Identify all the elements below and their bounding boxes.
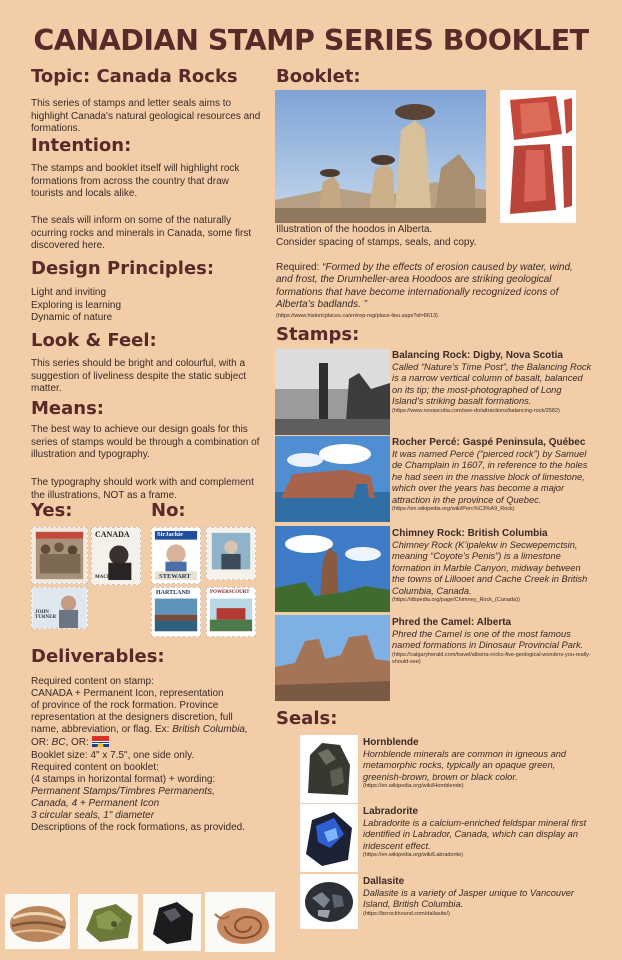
deliverables-line: Canada, 4 + Permanent Icon — [31, 797, 160, 809]
booklet-source: (https://www.historicplaces.ca/en/rep-reg/place-lieu.aspx?id=8613) — [276, 313, 438, 319]
seal-3-text — [363, 876, 591, 918]
stamp-description: Phred the Camel is one of the most famous named formations in Dinosaur Provincial Park. — [392, 629, 584, 651]
yes-heading: Yes: — [31, 500, 73, 521]
principle-item: Exploring is learning — [31, 299, 122, 311]
no-stamp-powerscourt-text: POWERSCOURT — [210, 590, 250, 595]
stamp-1-text — [392, 350, 592, 415]
stamp-title: Rocher Percé: Gaspé Peninsula, Québec — [392, 437, 586, 448]
stamp-description: Called “Nature’s Time Post”, the Balancing Rock is a narrow vertical column of basalt, balanced on its tip; the most-photographed of Long Island’s striking basalt formations. — [392, 362, 592, 407]
seal-1-text — [363, 737, 591, 790]
deliverables-line: Required content on booklet: — [31, 761, 159, 773]
deliverables-line: Descriptions of the rock formations, as provided. — [31, 822, 245, 834]
stamp-4-text — [392, 617, 592, 666]
stamp-2-text — [392, 437, 592, 513]
hornblende-image — [300, 735, 358, 803]
sandstone-image — [5, 894, 70, 949]
means-text-1: The best way to achieve our design goals for this series of stamps would be through a combination of illustration and typography. — [31, 424, 260, 460]
no-heading: No: — [151, 500, 186, 521]
deliverables-line: OR: BC, OR: — [31, 736, 276, 749]
deliverables-line: of province of the rock formation. Province — [31, 700, 219, 712]
seals-heading: Seals: — [276, 708, 338, 729]
labradorite-image — [300, 804, 358, 872]
deliverables-line: CANADA + Permanent Icon, representation — [31, 688, 224, 700]
design-principles-heading: Design Principles: — [31, 258, 215, 279]
stamp-3-text — [392, 528, 592, 604]
seal-description: Labradorite is a calcium-enriched feldspar mineral first identified in Labrador, Canada, which can display an iridescent effect. — [363, 818, 587, 851]
balancing-rock-image — [275, 349, 390, 435]
no-stamp-stewart-text: STEWART — [159, 573, 191, 580]
no-stamp-portrait — [206, 527, 256, 580]
dallasite-image — [300, 874, 358, 929]
yes-stamp-turner-text: JOHN TURNER — [35, 610, 57, 620]
booklet-caption-line: Consider spacing of stamps, seals, and copy. — [276, 236, 477, 248]
chimney-rock-image — [275, 526, 390, 612]
yes-stamp-turner — [31, 587, 88, 629]
stamp-description: It was named Percé (“pierced rock”) by Samuel de Champlain in 1607, in reference to the holes he had seen in the massive block of limestone, which over the years has become a major attraction in the province of Quebec. — [392, 449, 588, 505]
deliverables-line: (4 stamps in horizontal format) + wording: — [31, 773, 216, 785]
deliverables-line: 3 circular seals, 1" diameter — [31, 810, 155, 822]
seal-description: Hornblende minerals are common in igneous and metamorphic rocks, typically an opaque green, greenish-brown, brown or black color. — [363, 749, 567, 782]
seal-title: Hornblende — [363, 737, 419, 748]
phred-camel-image — [275, 615, 390, 701]
seal-description: Dallasite is a variety of Jasper unique to Vancouver Island, British Columbia. — [363, 888, 575, 910]
stamps-heading: Stamps: — [276, 324, 360, 345]
seal-title: Dallasite — [363, 876, 405, 887]
stamp-source: (https://en.wikipedia.org/wiki/Perc%C3%A9_Rock) — [392, 506, 515, 513]
stamp-title: Phred the Camel: Alberta — [392, 617, 512, 628]
no-stamp-hartland — [151, 587, 201, 637]
bc-flag-icon — [92, 736, 109, 747]
deliverables-line: representation at the designers discretion, full — [31, 712, 233, 724]
principle-item: Light and inviting — [31, 287, 107, 298]
yes-stamp-group — [31, 527, 88, 584]
intention-text-1: The stamps and booklet itself will highlight rock formations from across the country that draw tourists and locals alike. — [31, 163, 240, 199]
look-feel-heading: Look & Feel: — [31, 330, 157, 351]
page-title: CANADIAN STAMP SERIES BOOKLET — [33, 24, 589, 57]
deliverables-line: Permanent Stamps/Timbres Permanents, — [31, 785, 215, 797]
no-stamp-hartland-text: HARTLAND — [156, 590, 191, 596]
topic-text: This series of stamps and letter seals aims to highlight Canada's natural geological resources and formations. — [31, 98, 261, 134]
seal-title: Labradorite — [363, 806, 419, 817]
deliverables-line: Booklet size: 4" x 7.5", one side only. — [31, 749, 195, 761]
seal-source: (https://en.wikipedia.org/wiki/Labradorite) — [363, 852, 463, 859]
booklet-heading: Booklet: — [276, 66, 361, 87]
yes-stamp-macdonald — [91, 527, 141, 585]
yes-stamp-name-text: MACDONALD — [95, 575, 129, 580]
seal-source: (https://bcrockhound.com/dallasite/) — [363, 910, 450, 917]
no-stamp-stewart — [151, 527, 201, 584]
stamp-title: Balancing Rock: Digby, Nova Scotia — [392, 350, 563, 361]
deliverables-text — [31, 676, 276, 834]
stamp-source: (https://www.novascotia.com/see-do/attractions/balancing-rock/2582) — [392, 407, 560, 414]
booklet-mockup-image — [500, 90, 576, 223]
ammolite-image — [205, 892, 275, 952]
stamp-source: (https://calgaryherald.com/travel/alberta-rocks-five-geological-wonders-you-really-should-see) — [392, 651, 591, 665]
seal-source: (https://en.wikipedia.org/wiki/Hornblende) — [363, 783, 464, 790]
means-text-2: The typography should work with and complement the illustrations, NOT as a frame. — [31, 477, 254, 501]
deliverables-line: name, abbreviation, or flag. Ex: British Columbia, — [31, 724, 248, 736]
stamp-description: Chimney Rock (K’ipalekw in Secwepemctsin, meaning “Coyote’s Penis”) is a limestone formation in Marble Canyon, midway between the towns of Lillooet and Cache Creek in British Columbia, Canada. — [392, 540, 588, 596]
stamp-source: (https://dbpedia.org/page/Chimney_Rock_(Canada)) — [392, 597, 520, 604]
intention-heading: Intention: — [31, 135, 132, 156]
booklet-caption-line: Illustration of the hoodos in Alberta. — [276, 224, 433, 235]
hoodoos-image — [275, 90, 486, 223]
seal-2-text — [363, 806, 591, 859]
booklet-caption — [276, 224, 556, 249]
obsidian-image — [143, 894, 201, 951]
means-heading: Means: — [31, 398, 104, 419]
yes-stamp-canada-text: CANADA — [95, 530, 130, 539]
topic-heading: Topic: Canada Rocks — [31, 66, 238, 87]
stamp-title: Chimney Rock: British Columbia — [392, 528, 548, 539]
intention-text-2: The seals will inform on some of the naturally ocurring rocks and minerals in Canada, some first discovered here. — [31, 215, 252, 251]
look-feel-text: This series should be bright and colourful, with a suggestion of liveliness despite the static subject matter. — [31, 358, 247, 394]
principle-item: Dynamic of nature — [31, 312, 113, 323]
booklet-required: Required: “Formed by the effects of erosion caused by water, wind, and frost, the Drumheller-area Hoodoos are striking geological formations that have become internationally recognized icons of Alberta’s badlands. ” — [276, 262, 573, 310]
deliverables-heading: Deliverables: — [31, 646, 165, 667]
rocher-perce-image — [275, 436, 390, 522]
green-mineral-image — [78, 894, 138, 949]
design-principles-list — [31, 287, 263, 325]
no-stamp-powerscourt — [206, 587, 256, 637]
deliverables-line: Required content on stamp: — [31, 676, 154, 687]
no-stamp-jackie-text: SirJackie — [157, 531, 183, 538]
